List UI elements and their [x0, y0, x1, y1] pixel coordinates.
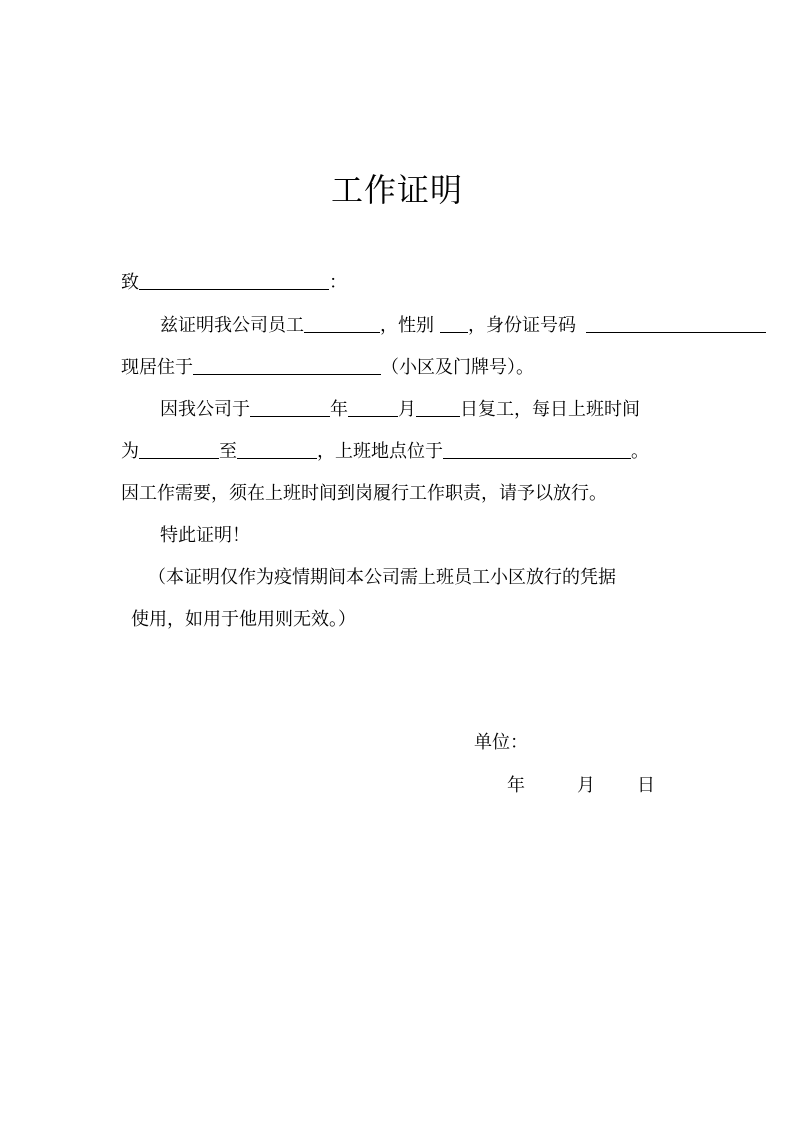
month-blank	[348, 398, 398, 417]
year-blank	[250, 398, 330, 417]
work-location-blank	[443, 440, 631, 459]
sign-month: 月	[577, 775, 595, 796]
employee-name-blank	[304, 314, 380, 333]
resume-text: 因我公司于	[160, 399, 250, 420]
day-blank	[416, 398, 460, 417]
disclaimer-text-1: （本证明仅作为疫情期间本公司需上班员工小区放行的凭据	[148, 567, 616, 588]
disclaimer-line-1	[148, 563, 616, 593]
id-number-blank	[586, 314, 766, 333]
duty-text: 因工作需要，须在上班时间到岗履行工作职责，请予以放行。	[121, 483, 607, 504]
hours-prefix: 为	[121, 441, 139, 462]
salutation-suffix: ：	[329, 272, 347, 293]
day-label: 日复工，每日上班时间	[460, 399, 640, 420]
work-hours-line	[121, 437, 649, 467]
salutation-line	[121, 268, 347, 298]
unit-label: 单位：	[474, 732, 528, 753]
residence-note: （小区及门牌号）。	[381, 357, 534, 378]
end-time-blank	[237, 440, 317, 459]
document-title: 工作证明	[330, 171, 463, 209]
hours-to: 至	[219, 441, 237, 462]
id-number-label: ，身份证号码	[468, 315, 576, 336]
residence-blank	[193, 356, 381, 375]
disclaimer-text-2: 使用，如用于他用则无效。）	[131, 609, 356, 630]
start-time-blank	[139, 440, 219, 459]
sign-year: 年	[507, 775, 525, 796]
year-label: 年	[330, 399, 348, 420]
resume-date-line	[160, 395, 640, 425]
unit-line	[474, 728, 528, 758]
gender-label: ，性别	[380, 315, 434, 336]
special-note-line	[160, 521, 250, 551]
month-label: 月	[398, 399, 416, 420]
certify-text: 兹证明我公司员工	[160, 315, 304, 336]
certify-line	[160, 311, 766, 341]
recipient-blank	[139, 271, 329, 290]
salutation-prefix: 致	[121, 272, 139, 293]
duty-line	[121, 479, 607, 509]
special-note: 特此证明！	[160, 525, 250, 546]
disclaimer-line-2	[131, 605, 356, 635]
period: 。	[631, 441, 649, 462]
residence-label: 现居住于	[121, 357, 193, 378]
gender-blank	[440, 314, 468, 333]
sign-day: 日	[637, 775, 655, 796]
residence-line	[121, 353, 534, 383]
work-location-label: ，上班地点位于	[317, 441, 443, 462]
